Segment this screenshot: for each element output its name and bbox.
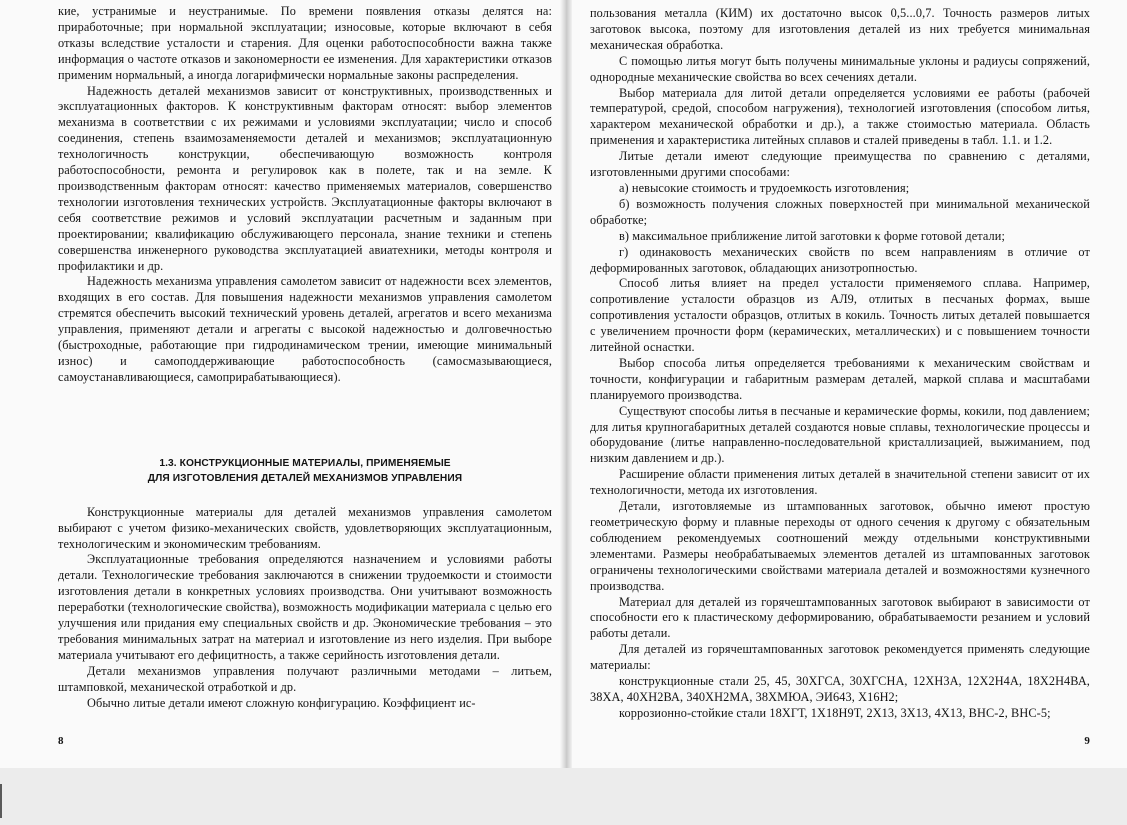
right-paragraph-3: Выбор материала для литой детали определяется условиями ее работы (рабочей температурой, средой, способом нагружения), технологией изготовления (способом литья, характером механической обработки и др.), а также стоимостью материала. Область применения и характеристика литейных сплавов и сталей приведены в табл. 1.1. и 1.2.	[590, 85, 1090, 148]
section-paragraph-1: Конструкционные материалы для деталей механизмов управления самолетом выбирают с учетом физико-механических свойств, удовлетворяющих эксплуатационным, технологическим и экономическим требованиям.	[58, 504, 552, 551]
right-paragraph-5: Способ литья влияет на предел усталости применяемого сплава. Например, сопротивление усталости образцов из АЛ9, отлитых в песчаных формах, выше сопротивления усталости образцов, отлитых в кокиль. Точность литых деталей повышается с увеличением прочности форм (керамических, металлических) и с повышением точности литейной оснастки.	[590, 276, 1090, 355]
left-paragraph-2: Надежность деталей механизмов зависит от конструктивных, производственных и эксплуатационных факторов. К конструктивным факторам относят: выбор элементов механизма в соответствии с их режимами и условиями эксплуатации; число и способ соединения, степень взаимозаменяемости деталей и механизмов; эксплуатационную технологичность конструкции, обеспечивающую возможность контроля работоспособности, ремонта и регулировок как в полете, так и на земле. К производственным факторам относят: качество применяемых материалов, совершенство технологии изготовления технических устройств. Эксплуатационные факторы включают в себя соответствие режимов и условий эксплуатации расчетным и заданным при проектировании; квалификацию обслуживающего персонала, знание техники и степень совершенства инженерного руководства эксплуатацией авиатехники, методы контроля и профилактики и др.	[58, 83, 552, 273]
right-paragraph-11: Для деталей из горячештампованных заготовок рекомендуется применять следующие материалы:	[590, 642, 1090, 673]
section-heading-line-1: 1.3. КОНСТРУКЦИОННЫЕ МАТЕРИАЛЫ, ПРИМЕНЯЕМЫЕ	[159, 457, 451, 469]
section-paragraph-3: Детали механизмов управления получают различными методами – литьем, штамповкой, механической отработкой и др.	[58, 663, 552, 694]
material-list-stainless: коррозионно-стойкие стали 18ХГТ, 1Х18Н9Т, 2Х13, 3Х13, 4Х13, ВНС-2, ВНС-5;	[619, 705, 1051, 720]
section-paragraph-4: Обычно литые детали имеют сложную конфигурацию. Коэффициент ис-	[87, 695, 476, 710]
left-paragraph-1: кие, устранимые и неустранимые. По времени появления отказы делятся на: приработочные; при нормальной эксплуатации; износовые, которые включают в себя отказы вследствие усталости и старения. Для оценки работоспособности важна также информация о частоте отказов и закономерности ее изменения. Для характеристики отказов применим нормальный, а иногда логарифмически нормальные законы распределения.	[58, 4, 552, 82]
right-page	[590, 0, 1090, 768]
right-paragraph-8: Расширение области применения литых деталей в значительной степени зависит от их технологичности, метода их изготовления.	[590, 467, 1090, 498]
left-page	[58, 0, 552, 768]
right-paragraph-10: Материал для деталей из горячештампованных заготовок выбирают в зависимости от способности его к пластическому деформированию, обрабатываемости резанием и условий работы детали.	[590, 594, 1090, 641]
left-paragraph-3: Надежность механизма управления самолетом зависит от надежности всех элементов, входящих в его состав. Для повышения надежности механизмов управления самолетом стремятся обеспечить высокий технический уровень деталей, агрегатов и всего механизма управления, применяют детали и агрегаты с высокой надежностью и долговечностью (быстроходные, работающие при гидродинамическом трении, имеющие минимальный износ) и самоподдерживающие работоспособность (самосмазывающиеся, самоустанавливающиеся, самоприрабатывающиеся).	[58, 274, 552, 384]
right-paragraph-1: пользования металла (КИМ) их достаточно высок 0,5...0,7. Точность размеров литых заготовок высока, поэтому для изготовления деталей из них требуется минимальная механическая обработка.	[590, 6, 1090, 52]
page-number-right: 9	[1084, 735, 1090, 748]
right-paragraph-6: Выбор способа литья определяется требованиями к механическим свойствам и точности, конфигурации и габаритным размерам деталей, маркой сплава и масштабами планируемого производства.	[590, 355, 1090, 402]
section-paragraph-2: Эксплуатационные требования определяются назначением и условиями работы детали. Технологические требования заключаются в снижении трудоемкости и стоимости изготовления детали в конкретных условиях производства. Они учитывают возможность переработки (технологические свойства), возможность модификации материала с целью его улучшения или придания ему специальных свойств и др. Экономические требования – это требования минимальных затрат на материал и изготовление из него изделия. При выборе материала учитывают его дефицитность, а также серийность изготовления детали.	[58, 552, 552, 662]
scan-background	[0, 768, 1127, 825]
right-paragraph-9: Детали, изготовляемые из штампованных заготовок, обычно имеют простую геометрическую форму и плавные переходы от одного сечения к другому с обязательным соблюдением рекомендуемых соотношений между отдельными конструктивными элементами. Размеры необрабатываемых элементов деталей из штампованных заготовок ограничены технологическими свойствами материала деталей и возможностями кузнечного производства.	[590, 499, 1090, 593]
right-paragraph-2: С помощью литья могут быть получены минимальные уклоны и радиусы сопряжений, однородные механические свойства во всех сечениях детали.	[590, 53, 1090, 84]
book-gutter	[560, 0, 572, 768]
list-item-d: г) одинаковость механических свойств по всем направлениям в отличие от деформированных заготовок, обладающих анизотропностью.	[590, 244, 1090, 275]
scan-edge-mark	[0, 784, 2, 818]
material-list-structural: конструкционные стали 25, 45, 30ХГСА, 30ХГСНА, 12ХН3А, 12Х2Н4А, 18Х2Н4ВА, 38ХА, 40ХН2ВА, 340ХН2МА, 38ХМЮА, ЭИ643, Х16Н2;	[590, 674, 1090, 704]
section-heading-line-2: ДЛЯ ИЗГОТОВЛЕНИЯ ДЕТАЛЕЙ МЕХАНИЗМОВ УПРАВЛЕНИЯ	[147, 472, 463, 484]
list-item-c: в) максимальное приближение литой заготовки к форме готовой детали;	[619, 228, 1005, 243]
list-item-a: а) невысокие стоимость и трудоемкость изготовления;	[619, 180, 910, 195]
right-paragraph-7: Существуют способы литья в песчаные и керамические формы, кокили, под давлением; для литья крупногабаритных деталей создаются новые сплавы, технологические процессы и оборудование (литье направленно-последовательной кристаллизацией, выжиманием, под низким давлением и др.).	[590, 403, 1090, 466]
list-item-b: б) возможность получения сложных поверхностей при минимальной механической обработке;	[590, 196, 1090, 227]
section-heading	[58, 456, 552, 486]
right-paragraph-4: Литые детали имеют следующие преимущества по сравнению с деталями, изготовленными другими способами:	[590, 149, 1090, 180]
page-number-left: 8	[58, 735, 64, 748]
